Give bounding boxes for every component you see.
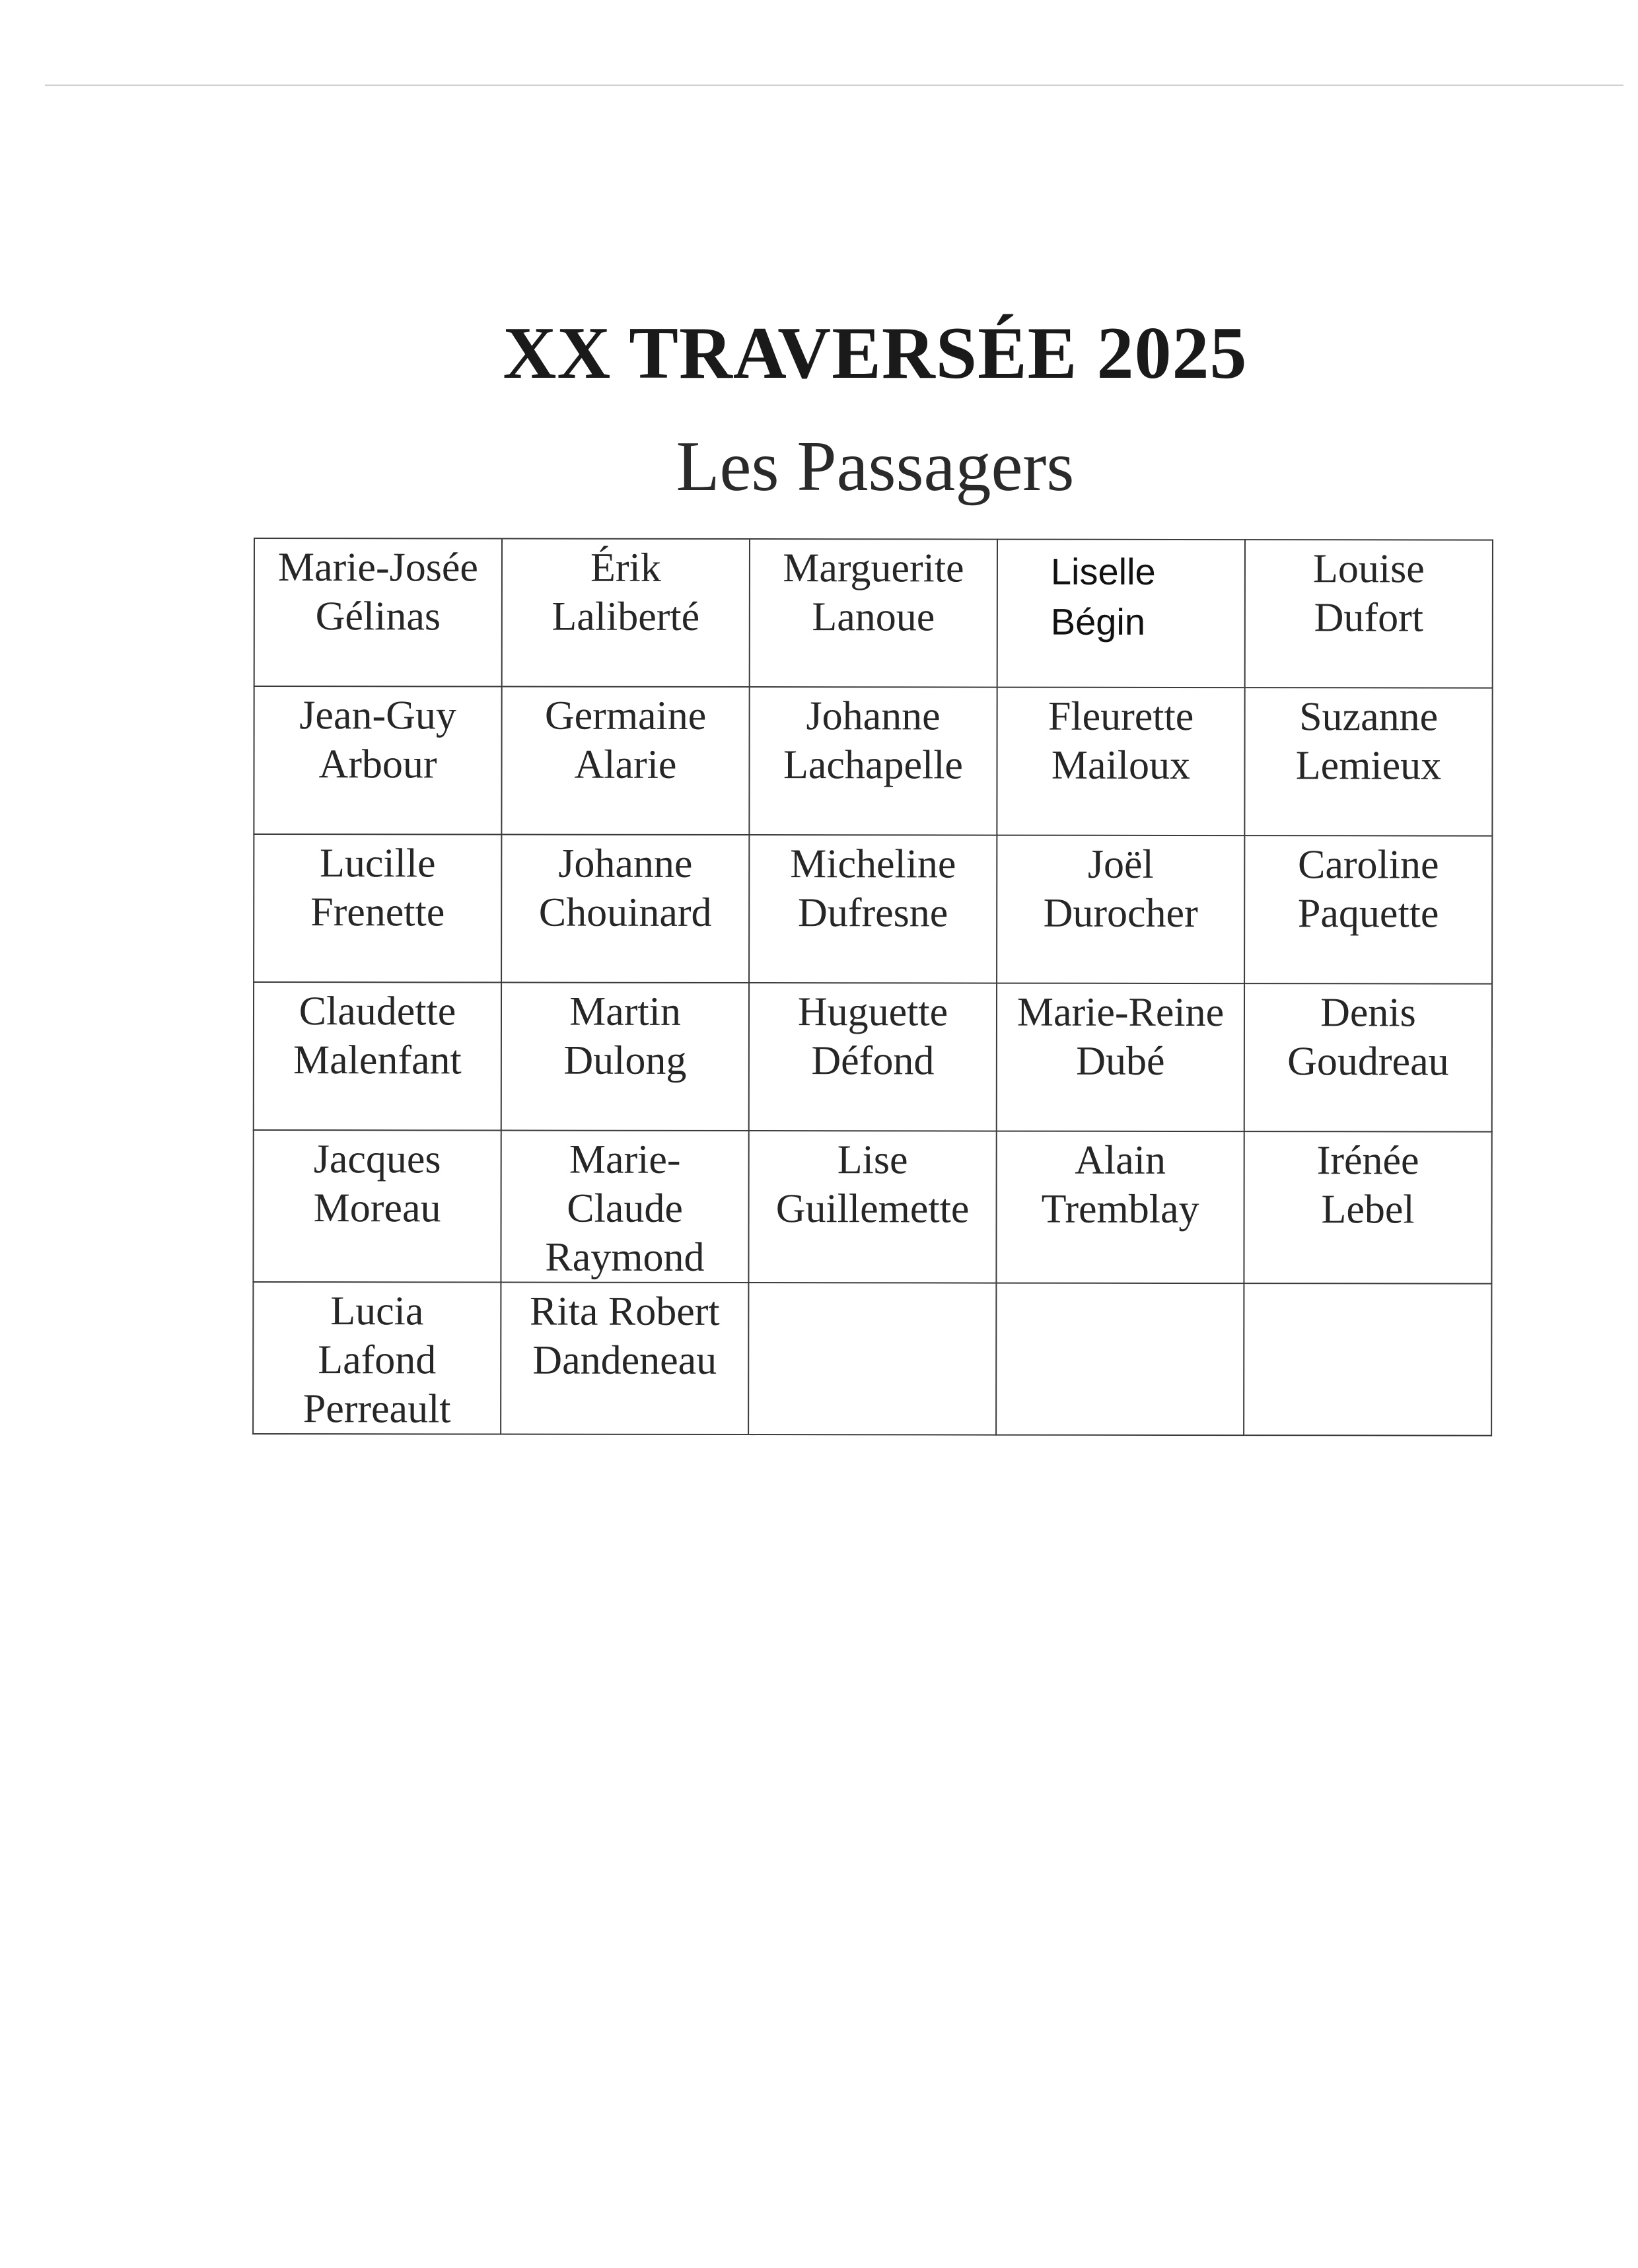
passenger-name: Rita Robert Dandeneau: [530, 1289, 720, 1383]
passenger-name: Louise Dufort: [1313, 546, 1425, 641]
passenger-cell: [254, 538, 502, 687]
passenger-name: Huguette Défond: [797, 989, 948, 1084]
table-row: [253, 1282, 1491, 1436]
passenger-cell: [997, 540, 1245, 688]
passenger-name: Marie-Josée Gélinas: [277, 545, 478, 639]
passenger-name: Micheline Dufresne: [790, 841, 956, 936]
passenger-name: Jacques Moreau: [313, 1137, 441, 1231]
passenger-name: Joël Durocher: [1043, 841, 1198, 936]
table-row: [254, 834, 1492, 984]
passenger-cell: [254, 686, 501, 835]
table-row: [254, 686, 1492, 836]
passenger-cell: [749, 835, 997, 983]
empty-cell: [748, 1283, 996, 1435]
passenger-cell: [749, 687, 997, 835]
passenger-name: Érik Laliberté: [552, 545, 700, 639]
page-subtitle: Les Passagers: [676, 427, 1075, 506]
passenger-name: Claudette Malenfant: [293, 989, 462, 1083]
passenger-cell: [501, 835, 749, 983]
page-top-rule: [45, 85, 1623, 86]
passenger-name: [997, 1284, 1243, 1289]
passenger-name: Johanne Lachapelle: [783, 693, 964, 788]
passenger-name: Lucia Lafond Perreault: [303, 1289, 451, 1432]
passenger-cell: [254, 834, 501, 983]
table-row: [253, 1130, 1491, 1284]
passenger-name: Marie-Reine Dubé: [1016, 989, 1225, 1084]
passenger-table: [252, 538, 1493, 1436]
passenger-name: [749, 1283, 995, 1288]
passenger-cell: [1244, 983, 1492, 1132]
passenger-name: Fleurette Mailoux: [1048, 693, 1194, 788]
passenger-cell: [997, 983, 1244, 1132]
passenger-cell: [502, 539, 750, 688]
passenger-name: Alain Tremblay: [1041, 1137, 1199, 1232]
passenger-name: Liselle Bégin: [1050, 550, 1156, 643]
passenger-cell: [501, 1131, 748, 1283]
passenger-name: Jean-Guy Arbour: [299, 693, 456, 787]
passenger-name: Irénée Lebel: [1316, 1138, 1419, 1232]
passenger-name: Denis Goudreau: [1287, 990, 1449, 1084]
passenger-cell: [253, 1130, 501, 1283]
empty-cell: [996, 1283, 1244, 1436]
passenger-name: [1244, 1284, 1491, 1289]
table-row: [254, 982, 1492, 1132]
passenger-name: Martin Dulong: [563, 989, 687, 1083]
passenger-cell: [997, 835, 1244, 984]
passenger-cell: [1245, 540, 1493, 688]
passenger-name: Lucille Frenette: [310, 841, 445, 935]
passenger-name: Germaine Alarie: [544, 693, 707, 787]
page-title: XX TRAVERSÉE 2025: [503, 312, 1248, 394]
passenger-cell: [501, 1283, 748, 1435]
passenger-cell: [254, 982, 501, 1131]
passenger-cell: [996, 1131, 1244, 1284]
passenger-cell: [1244, 835, 1492, 984]
passenger-cell: [501, 687, 749, 835]
passenger-cell: [748, 1131, 996, 1283]
passenger-name: Marguerite Lanoue: [783, 546, 964, 640]
passenger-name: Lise Guillemette: [775, 1137, 970, 1232]
table-row: [254, 538, 1493, 688]
passenger-cell: [1244, 688, 1492, 836]
passenger-name: Marie- Claude Raymond: [545, 1137, 705, 1280]
passenger-cell: [253, 1282, 501, 1435]
passenger-name: Suzanne Lemieux: [1295, 694, 1442, 789]
passenger-cell: [501, 983, 749, 1131]
passenger-cell: [1244, 1131, 1491, 1284]
passenger-cell: [749, 983, 997, 1131]
passenger-name: Johanne Chouinard: [538, 841, 712, 935]
empty-cell: [1244, 1283, 1491, 1436]
passenger-cell: [997, 688, 1244, 836]
passenger-name: Caroline Paquette: [1297, 842, 1439, 937]
passenger-cell: [750, 539, 997, 688]
